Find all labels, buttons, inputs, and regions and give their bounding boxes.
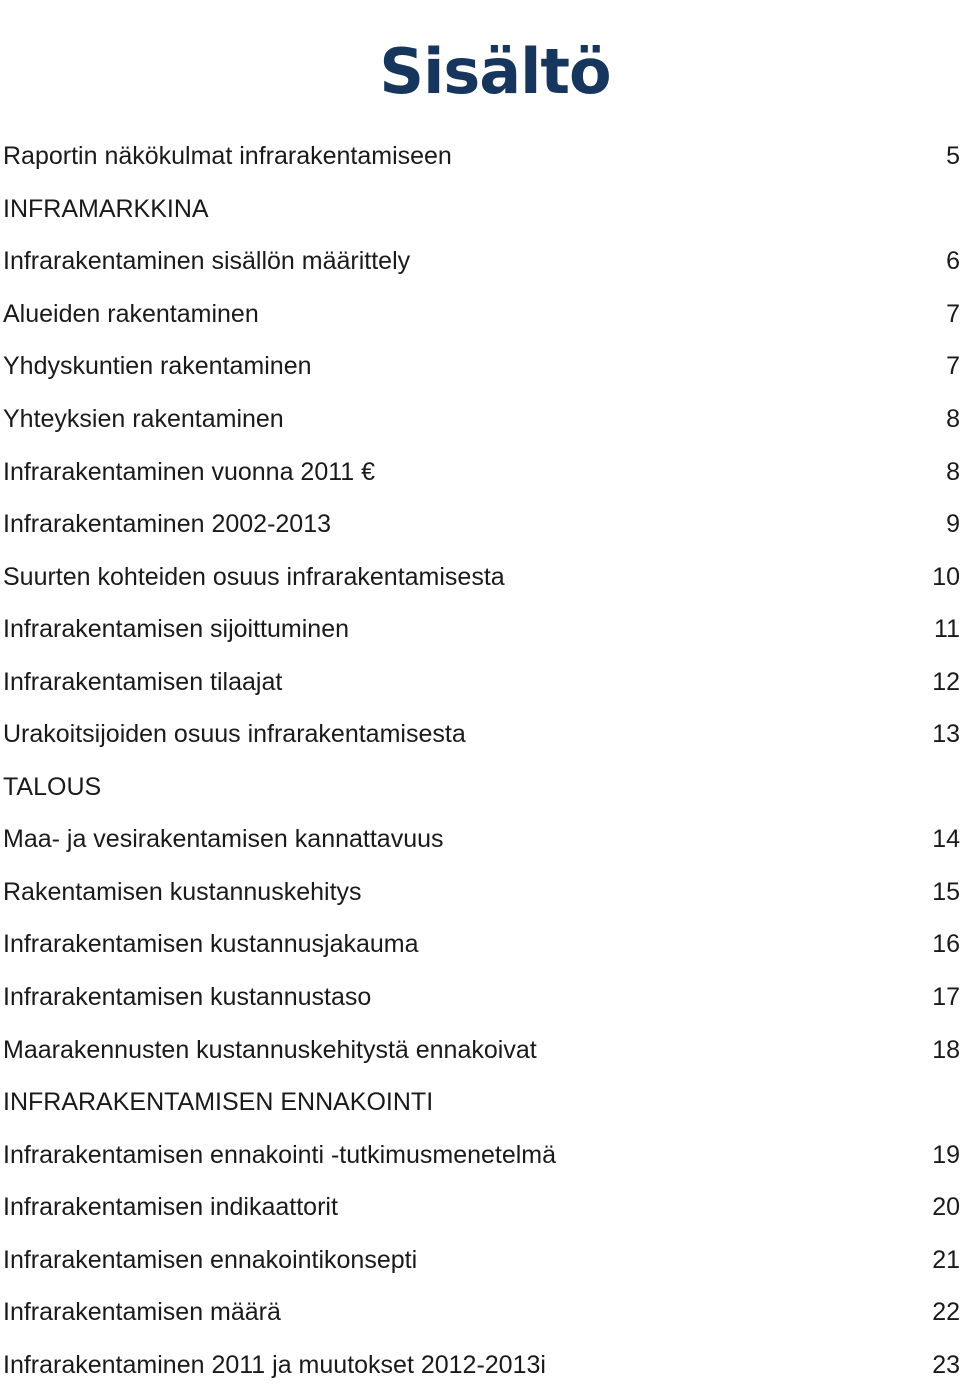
toc-entry[interactable] xyxy=(3,550,960,603)
table-of-contents xyxy=(3,130,960,1391)
toc-entry[interactable] xyxy=(3,708,960,761)
toc-entry-label: Infrarakentamisen kustannusjakauma xyxy=(3,930,419,959)
toc-entry-label: Alueiden rakentaminen xyxy=(3,299,259,328)
toc-entry-label: Infrarakentamisen määrä xyxy=(3,1298,281,1327)
toc-entry-page-number: 11 xyxy=(934,615,960,644)
toc-entry[interactable] xyxy=(3,445,960,498)
toc-entry-label: INFRAMARKKINA xyxy=(3,194,209,223)
toc-entry[interactable] xyxy=(3,971,960,1024)
toc-entry-label: Infrarakentamisen sijoittuminen xyxy=(3,615,349,644)
toc-entry[interactable] xyxy=(3,340,960,393)
toc-entry-label: Rakentamisen kustannuskehitys xyxy=(3,877,362,906)
toc-entry-label: Yhteyksien rakentaminen xyxy=(3,405,284,433)
toc-entry[interactable] xyxy=(3,1339,960,1391)
toc-entry[interactable] xyxy=(3,655,960,708)
toc-entry-page-number: 20 xyxy=(932,1193,960,1222)
toc-entry-label: TALOUS xyxy=(3,772,102,801)
toc-entry-page-number: 18 xyxy=(932,1035,960,1064)
toc-entry-page-number: 14 xyxy=(932,825,960,854)
toc-entry-page-number: 7 xyxy=(946,299,960,328)
toc-entry-page-number: 5 xyxy=(946,142,960,171)
toc-entry-label: Infrarakentaminen 2002-2013 xyxy=(3,510,332,539)
toc-entry-page-number: 22 xyxy=(932,1298,960,1327)
toc-entry[interactable] xyxy=(3,235,960,288)
toc-entry-page-number: 23 xyxy=(932,1350,960,1379)
toc-entry-label: Urakoitsijoiden osuus infrarakentamisesta xyxy=(3,720,466,749)
toc-entry-page-number: 12 xyxy=(932,667,960,696)
toc-entry-page-number: 13 xyxy=(932,720,960,749)
toc-entry-label: Infrarakentamisen indikaattorit xyxy=(3,1193,338,1222)
toc-entry[interactable] xyxy=(3,1076,960,1129)
toc-entry[interactable] xyxy=(3,603,960,656)
toc-entry[interactable] xyxy=(3,761,960,814)
toc-entry[interactable] xyxy=(3,288,960,341)
toc-entry-label: Infrarakentaminen vuonna 2011 € xyxy=(3,457,376,486)
toc-entry[interactable] xyxy=(3,1286,960,1339)
toc-entry-label: Infrarakentamisen ennakointi -tutkimusmenetelmä xyxy=(3,1140,557,1169)
toc-entry-page-number: 7 xyxy=(946,352,960,381)
toc-entry-page-number: 8 xyxy=(946,457,960,486)
toc-entry-label: Maarakennusten kustannuskehitystä ennakoivat xyxy=(3,1035,537,1064)
toc-entry[interactable] xyxy=(3,393,960,446)
toc-entry-page-number: 16 xyxy=(932,930,960,959)
toc-entry-page-number: 17 xyxy=(932,983,960,1012)
toc-entry[interactable] xyxy=(3,1023,960,1076)
toc-entry-label: Infrarakentaminen sisällön määrittely xyxy=(3,247,411,276)
toc-entry[interactable] xyxy=(3,183,960,236)
toc-entry-page-number: 6 xyxy=(946,247,960,276)
toc-entry-page-number: 8 xyxy=(946,405,960,433)
toc-entry-label: Infrarakentamisen kustannustaso xyxy=(3,983,372,1012)
toc-entry[interactable] xyxy=(3,1181,960,1234)
toc-entry-label: Infrarakentamisen ennakointikonsepti xyxy=(3,1245,418,1274)
toc-entry-page-number: 21 xyxy=(932,1245,960,1274)
toc-entry[interactable] xyxy=(3,1128,960,1181)
toc-entry[interactable] xyxy=(3,130,960,183)
toc-entry-label: Infrarakentaminen 2011 ja muutokset 2012-2013i xyxy=(3,1350,546,1379)
toc-entry-label: INFRARAKENTAMISEN ENNAKOINTI xyxy=(3,1088,434,1117)
toc-entry[interactable] xyxy=(3,813,960,866)
toc-entry[interactable] xyxy=(3,866,960,919)
page-title: Sisältö xyxy=(379,34,611,108)
toc-entry-label: Raportin näkökulmat infrarakentamiseen xyxy=(3,142,452,171)
toc-entry[interactable] xyxy=(3,1233,960,1286)
toc-entry-label: Maa- ja vesirakentamisen kannattavuus xyxy=(3,825,444,854)
toc-entry-page-number: 15 xyxy=(932,877,960,906)
toc-entry-page-number: 9 xyxy=(946,510,960,539)
toc-entry-page-number: 10 xyxy=(932,562,960,591)
toc-entry[interactable] xyxy=(3,918,960,971)
toc-entry-label: Suurten kohteiden osuus infrarakentamisesta xyxy=(3,562,505,591)
toc-entry-label: Yhdyskuntien rakentaminen xyxy=(3,352,312,381)
toc-entry-label: Infrarakentamisen tilaajat xyxy=(3,667,283,696)
toc-entry-page-number: 19 xyxy=(932,1140,960,1169)
toc-entry[interactable] xyxy=(3,498,960,551)
